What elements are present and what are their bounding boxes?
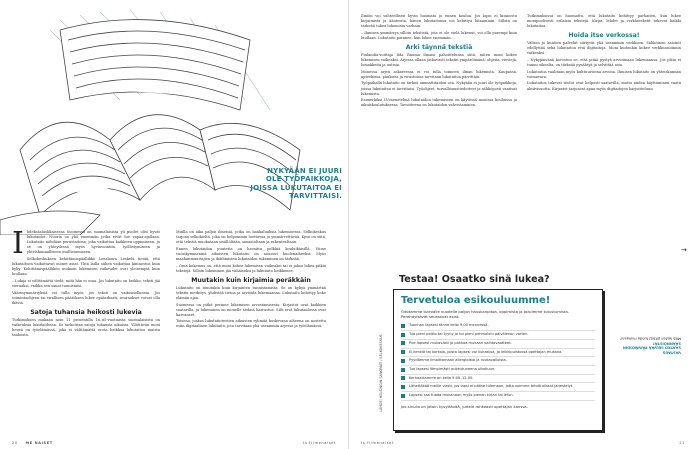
subheading: Muutakin kuin kirjaimia peräkkäin — [191, 276, 311, 284]
checklist-item: Ei kenkiä tai korkoja, joista lapsesi voi liukastua, ja leikkipuistossa opettajan mukana. — [401, 349, 595, 358]
arrow-right-icon: → — [681, 246, 687, 254]
pull-quote: NYKYÄÄN EI JUURI OLE TYÖPAIKKOJA, JOISSA LUKUTAITOA EI TARVITTAISI. — [250, 167, 342, 201]
page-footer — [361, 441, 685, 445]
checkbox-icon — [401, 350, 405, 354]
paragraph: Ilmiön voi suhteellisen hyvin huomata jo ennen koulua. Jos lapsi ei kiinnostu kirjaimista ja äänteistä, hänen lukutaitonsa voi kehittyä hitaammin. Silloin on tärkeää tukea lukemista varhain. — [361, 14, 517, 29]
paragraph: – Lukija ei välttämättä tiedä, mitä hän ei osaa. Jos lukutaito on heikko, teksti jää vieraaksi, vaikka sen sanat tunnistaisi. — [12, 278, 160, 288]
page-number: 20 — [12, 441, 18, 445]
checklist-item: Tuo pieni peitto tai tyyny ja toi pieni pehmolelu päivälevon varten. — [401, 331, 595, 340]
website: ts.fi/menaiset — [361, 441, 394, 445]
card-outro: Jos sinulla on jotain kysyttävää, juttele rohkeasti opettajan kanssa. — [401, 403, 528, 409]
paragraph: Finlandia-voittaja Iida Rauma ilmaisi pahoittelunsa siitä, miten moni kokee lukemisen vaikeaksi. Arjessa ollaan jatkuvasti tekstin ympäröimänä: ohjeita, viestejä, lomakkeita ja uutisia. — [361, 52, 517, 68]
upside-down-answer — [619, 336, 681, 354]
card-title: Tervetuloa esikouluumme! — [401, 295, 551, 306]
checkbox-icon — [401, 394, 405, 398]
paragraph: Väärinymmärryksiä voi tulla myös, jos teksti on vaikeaselkoista. Jos toimintaohjeen tai virallisen päätöksen lukee epätarkasti, seuraukset voivat olla ikäviä. — [12, 290, 160, 305]
paragraph: hdeksäsluokkaisessa Suomessa on suomalaisista yli puolet olisi hyvät lukutaidot. Nuoria on yhä enemmän jotka eivät lue vapaa-ajallaan. Lukutaito nähdään perustaitona, joka vaikuttaa kaikkeen oppimiseen, ja se on yhteydessä myös hyvinvointiin, työllistymiseen ja yhteiskunnalliseen osallistumiseen. — [26, 230, 160, 255]
paragraph: Muilla on aika paljon ilmeisiä, jotka on hankaluuksia lukemisessa. Selkokeskus tarjoaa selkokieltä, joka on helpommin luettavaa ja ymmärrettävää. Kyse on siitä, että tekstiä muokataan sisällöltään, sanastoltaan ja rakenteeltaan. — [176, 230, 326, 245]
subheading: Hoida itse verkossa! — [568, 32, 640, 40]
answer-detail: Mitä lasten pitäisi tuoda mukaan? — [620, 336, 681, 341]
left-column-1 — [12, 226, 160, 340]
page-number: 21 — [679, 441, 685, 445]
right-column-1 — [361, 14, 517, 110]
checkbox-icon — [401, 376, 405, 380]
website: ts.fi/menaiset — [303, 441, 336, 445]
answer-text: SAATKO SELVÄÄ PÄIVÄKODIN SÄÄNNÖISTÄ? — [622, 341, 681, 350]
paragraph: Lukutaito on muutakin kuin kirjainten tunnistamista. Se on kykyä ymmärtää tekstin merkitys, yhdistää tietoa ja arvioida lukemaansa. Lukutaito kehittyy koko elämän ajan. — [176, 285, 326, 300]
checklist-item: Pue lapsesi mukavasti ja pakkaa mukaan vaihtovaatteet. — [401, 340, 595, 349]
paragraph: Selkokeskuksen kehittämispäällikkö Leealaura Leskelä tietää, että lukutaitoon vaikuttavat monet asiat. Yhtä lailla siihen vaikuttaa kiinnostus kuin kyky. Kehittämispäällikön mukaan lukemisen vaikeudet ovat yleisempiä kuin luullaan. — [12, 256, 160, 277]
answer-head: VASTAUS — [662, 350, 681, 355]
checkbox-icon — [401, 368, 405, 372]
checkbox-icon — [401, 333, 405, 337]
checklist-item: Lapsesi saa tuoda mukanaan myös pienen kirjan tai lelun. — [401, 392, 595, 401]
side-caption: LÄHDE: HELSINGIN SANOMAT / SELKOKESKUS — [379, 334, 383, 412]
checklist-item: Tuonhan lapsesi tänne kello 9.00 mennessä. — [401, 322, 595, 331]
checkbox-icon — [401, 359, 405, 363]
paragraph: Työpaikalla lukutaito on tärkeä ammattitaidon osa. Nykyään ei juuri ole työpaikkoja, joissa lukutaitoa ei tarvittaisi. Työohjeet, turvallisuustiedotteet ja sähköposti vaativat lukemista. — [361, 81, 517, 96]
paragraph: Lukutaitoa tukevat tiedot ovat helposti saatavilla, mutta niiden käyttäminen vaatii aktiivisuutta. Kirjastot tarjoavat apua myös digitaitojen harjoitteluun. — [527, 81, 681, 91]
paragraph: Esimerkiksi LV-menetelmä lukutaidon tukemiseen on käytössä monissa kouluissa ja aikuiskoulutuksessa. Tavoitteena on lukutaidon vahvistaminen. — [361, 98, 517, 108]
magazine-name: ME NAISET — [25, 441, 53, 445]
paragraph: – Nykypäivänä korostuu se, että pitää pystyä arvioimaan lukemaansa. Jos jokin ei tunnu oikealta, on tärkeää pysähtyä ja selvittää asia. — [527, 58, 681, 68]
checklist-item: Pyydämme ilmoittamaan allergioista ja ruokavalioista. — [401, 357, 595, 366]
quiz-title: Testaa! Osaatko sinä lukea? — [399, 274, 550, 285]
drop-cap: I — [12, 226, 24, 261]
checklist — [401, 322, 595, 400]
paragraph: Toisena, joskus lukutaitotestien aikuisten ryhmää koskevana aiheena on nostettu esiin digitaalinen lukutaito, jota tarvitaan yhä useammin arjessa ja työelämässä. — [176, 319, 326, 329]
paragraph: – Oma kokemus on, että moni kokee lukemisen vaikeaksi tai ei jaksa lukea pitkiä tekstejä. Silloin lukeminen jää vähäiseksi ja lukutaito heikkenee. — [176, 263, 326, 273]
checkbox-icon — [401, 324, 405, 328]
paragraph: Suomessa on pitkä perinne lukemisen arvostamisesta. Kirjastot ovat kaikkien saatavilla, ja lukeminen on monelle tärkeä harrastus. Silti erot lukutaidossa ovat kasvaneet. — [176, 302, 326, 317]
checklist-item: Kerhoaikamme on kello 9.00–12.00. — [401, 375, 595, 384]
card-intro: Odotamme tulevalle vuodelle paljon hauskanpitoa, oppimista ja toisiimme tutustumista. Perehdyttävät seuraavat asiat. — [401, 309, 570, 320]
page-footer — [12, 441, 336, 445]
paragraph: Lukutaitoa vaalitaan myös kulttuurisena arvona. Ihmisen lukutaito on yhteiskunnan voimavara. — [527, 69, 681, 79]
right-page — [348, 0, 696, 449]
subheading: Arki täynnä tekstiä — [405, 43, 473, 51]
paragraph: Monessa arjen askareessa ei voi tulla toimeen ilman lukemista. Kaupassa, apteekissa, pankissa ja virastoissa tarvitaan lukutaitoa päivittäin. — [361, 69, 517, 79]
paragraph: Ennen lukutaidon puutetta on havaittu pelkkiä kouluikäisillä. Viime vuosikymmeninä aikuisten lukutaito on noussut huolenaiheeksi. Myös maahanmuuttajien ja ikäihmisten lukutaidon tukeminen on tärkeää. — [176, 246, 326, 261]
subheading: Satoja tuhansia heikosti lukevia — [30, 308, 142, 316]
checkbox-icon — [401, 385, 405, 389]
paragraph: Valtion ja kuntien palvelut siirtyvät yhä useammin verkkoon. Sähköinen asiointi edellyttää sekä lukutaitoa että digitaitoja. Moni kuitenkin kokee verkkoasioinnin vaikeaksi. — [527, 41, 681, 56]
right-column-2 — [527, 14, 681, 93]
paragraph: – Ihmisen ymmärrys silloin tekstistä, jota ei ole vielä lukenut, voi olla parempi kuin luullaan. Lukutaito paranee, kun lukee enemmän. — [361, 30, 517, 40]
checklist-item: Lähettäkää meille viesti, jos lapsi ei pääse tulemaan, jotta voimme tehdä oikeat järjestelyt. — [401, 383, 595, 392]
checkbox-icon — [401, 341, 405, 345]
paragraph: Tutkimuksen mukaan noin 11 prosentilla 16–65-vuotiaista suomalaisista on vaikeuksia lukutaidossa. Se tarkoittaa satoja tuhansia aikuisia. Yllättävän moni heistä on työelämässä, joka ei välttämättä erota heikkoa lukutaitoa muista taidoista. — [12, 317, 160, 338]
preschool-notice-card — [393, 289, 603, 431]
paragraph: Tutkimuksissa on huomattu, että lukutaito kehittyy parhaiten, kun lukee monipuolisesti erilaisia tekstejä. Kirjat, lehdet ja verkkotekstit tukevat kaikki lukutaitoa. — [527, 14, 681, 29]
checklist-item: Tuo lapsesi lämpimästi pukeutuneena ulkoiluun. — [401, 366, 595, 375]
left-column-2 — [176, 230, 326, 331]
